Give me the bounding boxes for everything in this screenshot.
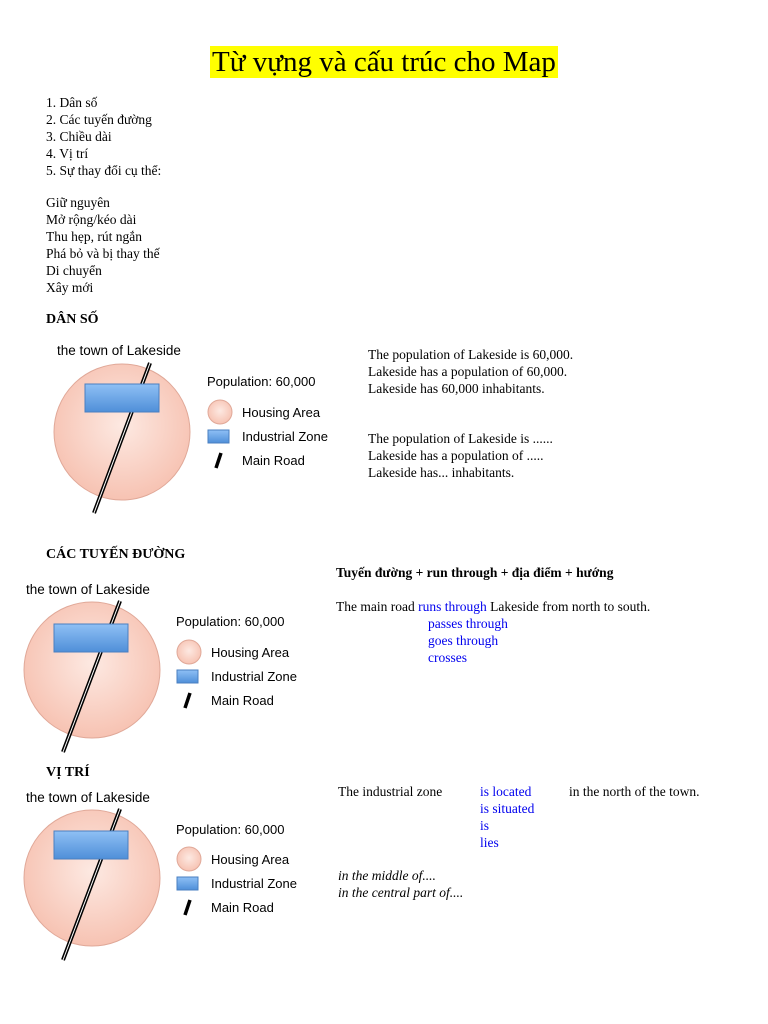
industrial-zone-shape [54,831,128,859]
example-line: Lakeside has a population of ..... [368,448,544,463]
example-line: The population of Lakeside is ...... [368,431,553,446]
list-item: Giữ nguyên [46,195,110,210]
population-label: Population: 60,000 [207,374,316,389]
road-formula: Tuyến đường + run through + địa điểm + hướng [336,565,614,580]
population-label: Population: 60,000 [176,822,285,837]
list-item: Thu hẹp, rút ngắn [46,229,142,244]
legend-road-label: Main Road [211,693,274,708]
example-line: Lakeside has... inhabitants. [368,465,515,480]
list-item: 2. Các tuyến đường [46,112,152,127]
road-example-suffix: Lakeside from north to south. [490,599,651,614]
legend-industrial-label: Industrial Zone [242,429,328,444]
location-tail: in the north of the town. [569,784,700,799]
list-item: Mở rộng/kéo dài [46,212,137,227]
location-verb: is situated [480,801,535,816]
location-verb: is [480,818,490,833]
verb-alternative: crosses [428,650,467,665]
list-item: 4. Vị trí [46,146,89,161]
location-verb: is located [480,784,532,799]
location-subject: The industrial zone [338,784,443,799]
industrial-legend-marker [177,877,198,890]
legend-housing-label: Housing Area [242,405,321,420]
list-item: 3. Chiều dài [46,129,112,144]
list-item: Phá bỏ và bị thay thế [46,246,160,261]
list-item: 5. Sự thay đổi cụ thể: [46,163,162,178]
housing-legend-marker [177,847,201,871]
location-phrase: in the central part of.... [338,885,464,900]
list-item: Di chuyển [46,263,102,278]
legend-industrial-label: Industrial Zone [211,669,297,684]
verb-alternative: goes through [428,633,499,648]
map-title: the town of Lakeside [57,343,181,358]
list-item: Xây mới [46,280,94,295]
legend-housing-label: Housing Area [211,852,290,867]
location-verb: lies [480,835,499,850]
legend-road-label: Main Road [211,900,274,915]
list-item: 1. Dân số [46,95,98,110]
section-heading-roads: CÁC TUYẾN ĐƯỜNG [46,547,186,562]
map-title: the town of Lakeside [26,790,150,805]
location-verbs [480,783,534,851]
section-heading-population: DÂN SỐ [46,312,99,327]
example-line: Lakeside has 60,000 inhabitants. [368,381,545,396]
example-line: The population of Lakeside is 60,000. [368,347,574,362]
map-title: the town of Lakeside [26,582,150,597]
location-phrases [338,867,463,901]
section-heading-location: VỊ TRÍ [46,765,90,780]
legend-industrial-label: Industrial Zone [211,876,297,891]
legend-road-label: Main Road [242,453,305,468]
legend-housing-label: Housing Area [211,645,290,660]
population-label: Population: 60,000 [176,614,285,629]
verb-alternative: passes through [428,616,508,631]
location-phrase: in the middle of.... [338,868,436,883]
road-example-verb: runs through [418,599,487,614]
road-legend-marker [185,900,190,915]
page-title-text: Từ vựng và cấu trúc cho Map [212,46,556,78]
road-example-prefix: The main road [336,599,415,614]
example-line: Lakeside has a population of 60,000. [368,364,568,379]
